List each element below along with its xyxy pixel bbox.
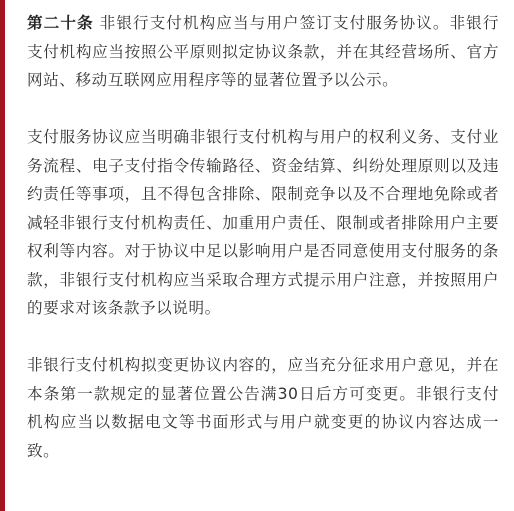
article-title: 第二十条 [27, 14, 94, 32]
paragraph-2: 支付服务协议应当明确非银行支付机构与用户的权利义务、支付业务流程、电子支付指令传输路径、资金结算、纠纷处理原则以及违约责任等事项，且不得包含排除、限制竞争以及不合理地免除或者减轻非银行支付机构责任、加重用户责任、限制或者排除用户主要权利等内容。对于协议中足以影响用户是否同意使用支付服务的条款，非银行支付机构应当采取合理方式提示用户注意，并按照用户的要求对该条款予以说明。 [27, 128, 499, 317]
article-content [27, 9, 499, 494]
left-accent-border [0, 0, 5, 511]
paragraph-1-text: 非银行支付机构应当与用户签订支付服务协议。非银行支付机构应当按照公平原则拟定协议条款，并在其经营场所、官方网站、移动互联网应用程序等的显著位置予以公示。 [27, 14, 499, 89]
paragraph-3: 非银行支付机构拟变更协议内容的，应当充分征求用户意见，并在本条第一款规定的显著位置公告满30日后方可变更。非银行支付机构应当以数据电文等书面形式与用户就变更的协议内容达成一致。 [27, 356, 499, 460]
paragraph-1 [27, 9, 499, 95]
